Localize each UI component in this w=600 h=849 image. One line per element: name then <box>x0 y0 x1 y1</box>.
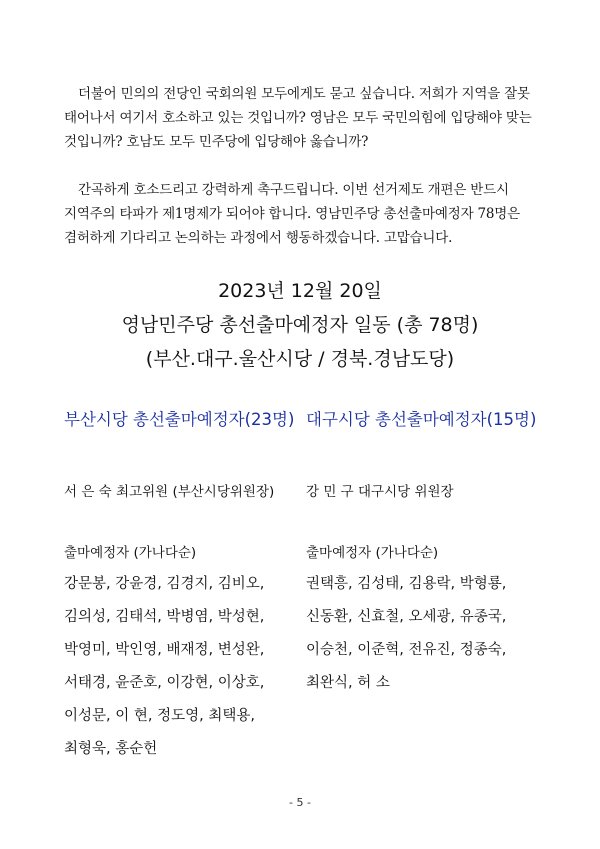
list-item: 서태경, 윤준호, 이강현, 이상호, <box>64 675 265 691</box>
list-item: 이성문, 이 현, 정도영, 최택용, <box>64 708 255 724</box>
list-item: 최완식, 허 소 <box>306 675 390 691</box>
list-item: 신동환, 신효철, 오세광, 유종국, <box>306 609 507 625</box>
busan-section-title: 부산시당 총선출마예정자(23명) <box>64 410 295 429</box>
paragraph-question: 더불어 민의의 전당인 국회의원 모두에게도 묻고 싶습니다. 저희가 지역을 잘못 태어나서 여기서 호소하고 있는 것입니까? 영남은 모두 국민의힘에 입당해야 맞는 것입니까? 호남도 모두 민주당에 입당해야 옳습니까? <box>64 86 532 150</box>
daegu-candidates-label: 출마예정자 (가나다순) <box>306 545 439 561</box>
paragraph-appeal: 간곡하게 호소드리고 강력하게 촉구드립니다. 이번 선거제도 개편은 반드시 지역주의 타파가 제1명제가 되어야 합니다. 영남민주당 총선출마예정자 78명은 겸허하게 기다리고 논의하는 과정에서 행동하겠습니다. 고맙습니다. <box>64 182 520 246</box>
list-item: 이승천, 이준혁, 전유진, 정종숙, <box>306 642 507 658</box>
list-item: 최형욱, 홍순헌 <box>64 741 158 757</box>
daegu-leader: 강 민 구 대구시당 위원장 <box>306 484 454 500</box>
signatory-subheading: (부산.대구.울산시당 / 경북.경남도당) <box>145 348 455 370</box>
daegu-section-title: 대구시당 총선출마예정자(15명) <box>306 410 537 429</box>
signatory-heading: 영남민주당 총선출마예정자 일동 (총 78명) <box>121 314 479 336</box>
busan-candidate-list <box>64 568 264 766</box>
busan-leader: 서 은 숙 최고위원 (부산시당위원장) <box>64 484 275 500</box>
daegu-candidate-list <box>306 568 506 700</box>
list-item: 박영미, 박인영, 배재정, 변성완, <box>64 642 265 658</box>
document-date: 2023년 12월 20일 <box>218 280 382 302</box>
list-item: 김의성, 김태석, 박병염, 박성현, <box>64 609 265 625</box>
page-number: - 5 - <box>289 796 311 809</box>
list-item: 권택흥, 김성태, 김용락, 박형룡, <box>306 576 507 592</box>
list-item: 강문봉, 강윤경, 김경지, 김비오, <box>64 576 265 592</box>
busan-candidates-label: 출마예정자 (가나다순) <box>64 545 197 561</box>
